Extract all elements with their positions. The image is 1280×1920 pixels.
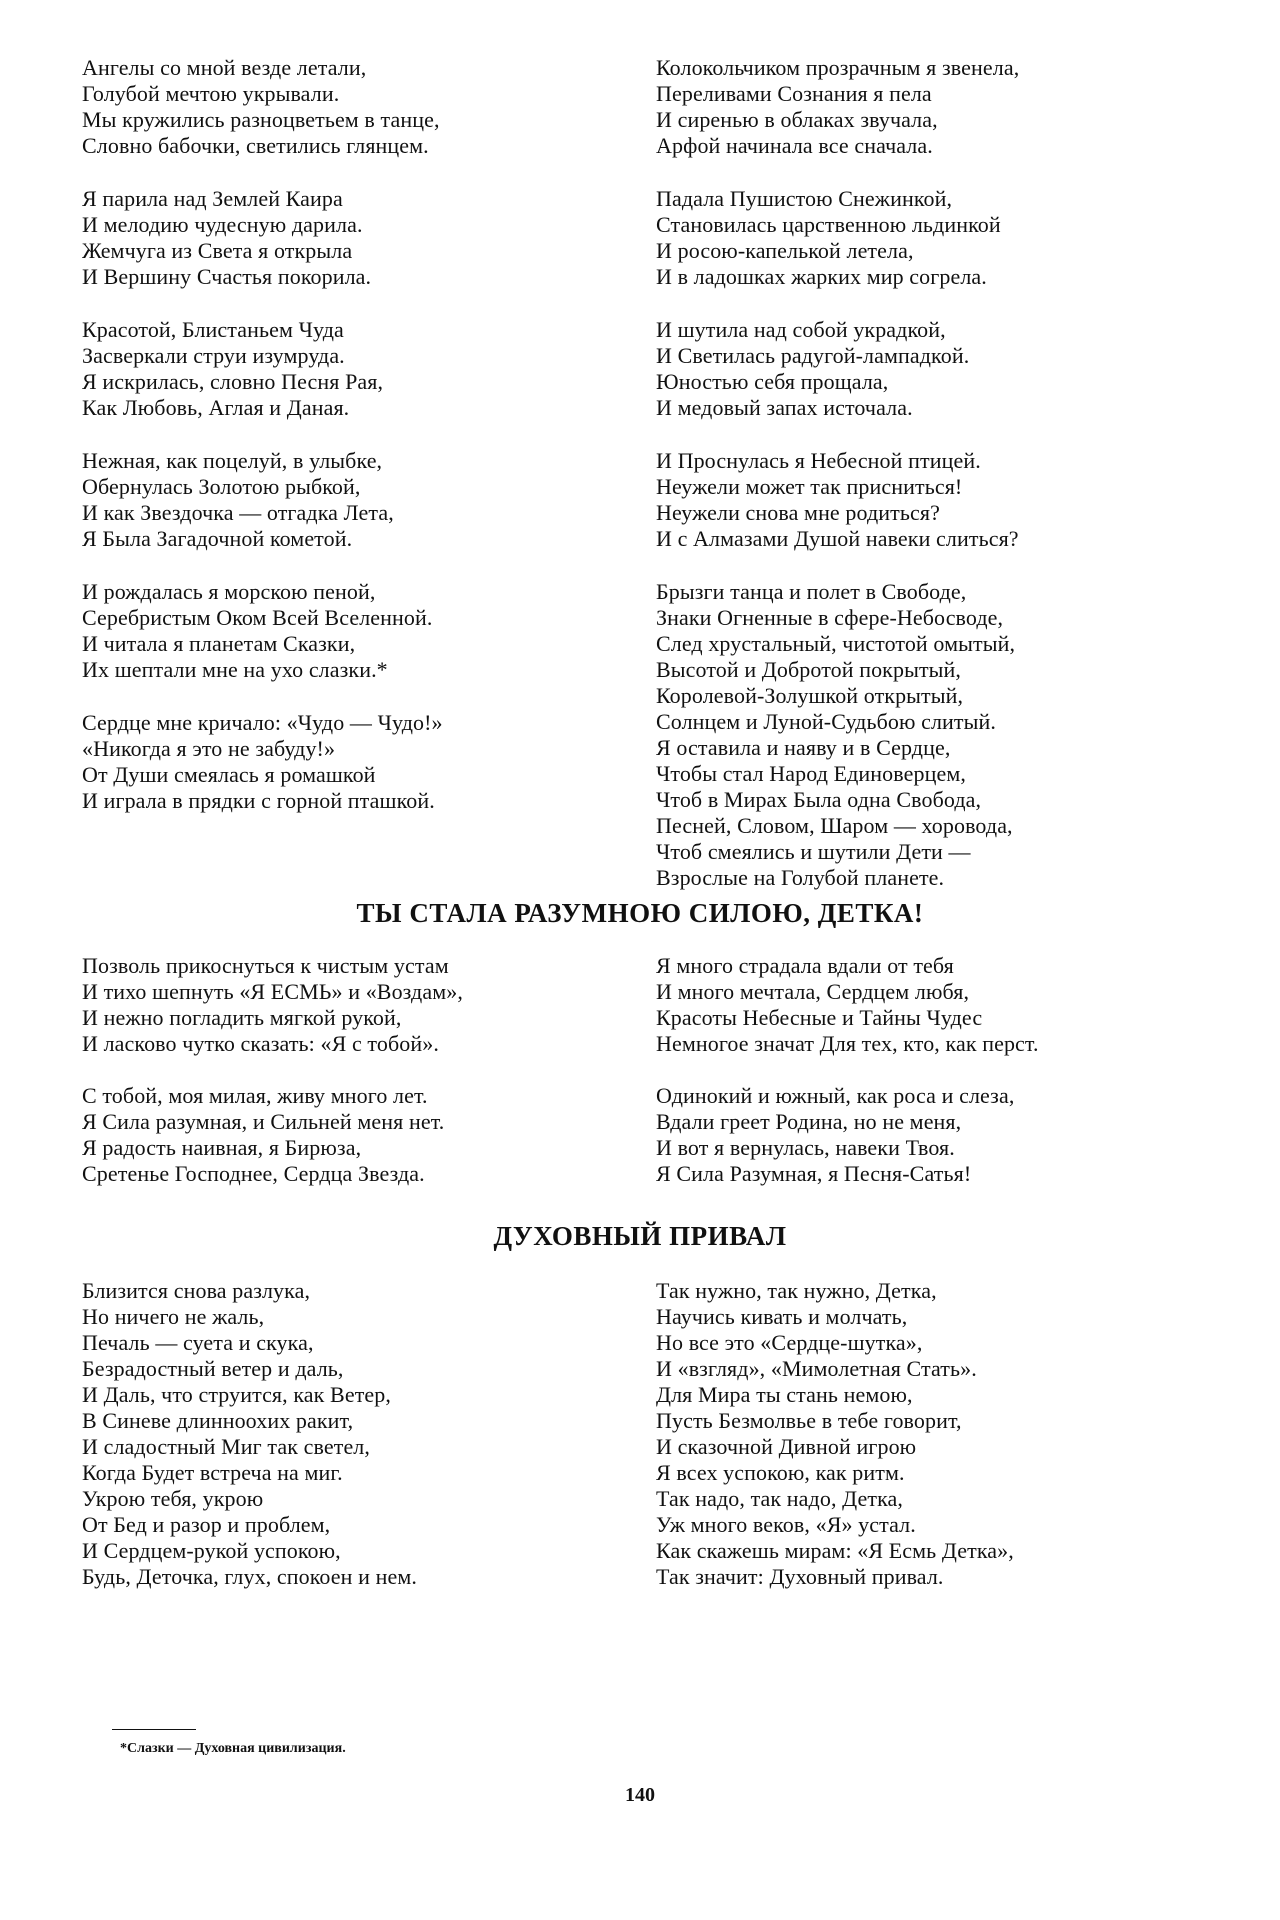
verse-line: Печаль — суета и скука, bbox=[82, 1330, 314, 1355]
verse-line: Научись кивать и молчать, bbox=[656, 1304, 908, 1329]
verse-line: Я радость наивная, я Бирюза, bbox=[82, 1135, 362, 1160]
verse-line: Будь, Деточка, глух, спокоен и нем. bbox=[82, 1564, 417, 1589]
verse-line: И как Звездочка — отгадка Лета, bbox=[82, 500, 394, 525]
stanza bbox=[656, 953, 1236, 1057]
verse-line: Я всех успокою, как ритм. bbox=[656, 1460, 905, 1485]
verse-line: Как скажешь мирам: «Я Есмь Детка», bbox=[656, 1538, 1014, 1563]
verse-line: Словно бабочки, светились глянцем. bbox=[82, 133, 429, 158]
footnote: *Слазки — Духовная цивилизация. bbox=[120, 1741, 346, 1756]
verse-line: Я Сила разумная, и Сильней меня нет. bbox=[82, 1109, 445, 1134]
verse-line: Сретенье Господнее, Сердца Звезда. bbox=[82, 1161, 425, 1186]
poem1-left-column bbox=[82, 55, 642, 814]
verse-line: Чтобы стал Народ Единоверцем, bbox=[656, 761, 966, 786]
stanza bbox=[656, 186, 1236, 290]
verse-line: И Даль, что струится, как Ветер, bbox=[82, 1382, 391, 1407]
verse-line: Но все это «Сердце-шутка», bbox=[656, 1330, 923, 1355]
stanza bbox=[82, 579, 642, 683]
verse-line: Высотой и Добротой покрытый, bbox=[656, 657, 962, 682]
verse-line: Я оставила и наяву и в Сердце, bbox=[656, 735, 951, 760]
verse-line: И мелодию чудесную дарила. bbox=[82, 212, 363, 237]
verse-line: И в ладошках жарких мир согрела. bbox=[656, 264, 987, 289]
verse-line: Арфой начинала все сначала. bbox=[656, 133, 933, 158]
verse-line: Красоты Небесные и Тайны Чудес bbox=[656, 1005, 983, 1030]
verse-line: Падала Пушистою Снежинкой, bbox=[656, 186, 953, 211]
stanza bbox=[82, 1278, 642, 1590]
verse-line: Неужели снова мне родиться? bbox=[656, 500, 940, 525]
verse-line: Брызги танца и полет в Свободе, bbox=[656, 579, 967, 604]
stanza bbox=[656, 579, 1236, 891]
verse-line: И играла в прядки с горной пташкой. bbox=[82, 788, 435, 813]
verse-line: Красотой, Блистаньем Чуда bbox=[82, 317, 344, 342]
verse-line: Вдали греет Родина, но не меня, bbox=[656, 1109, 962, 1134]
verse-line: И сладостный Миг так светел, bbox=[82, 1434, 370, 1459]
poem1-right-column bbox=[656, 55, 1236, 891]
verse-line: Засверкали струи изумруда. bbox=[82, 343, 345, 368]
stanza bbox=[82, 186, 642, 290]
verse-line: Сердце мне кричало: «Чудо — Чудо!» bbox=[82, 710, 443, 735]
stanza bbox=[656, 448, 1236, 552]
verse-line: От Бед и разор и проблем, bbox=[82, 1512, 331, 1537]
stanza bbox=[82, 448, 642, 552]
verse-line: И Проснулась я Небесной птицей. bbox=[656, 448, 981, 473]
verse-line: Близится снова разлука, bbox=[82, 1278, 311, 1303]
verse-line: Чтоб в Мирах Была одна Свобода, bbox=[656, 787, 982, 812]
verse-line: Взрослые на Голубой планете. bbox=[656, 865, 945, 890]
verse-line: Знаки Огненные в сфере-Небосводе, bbox=[656, 605, 1004, 630]
verse-line: Я парила над Землей Каира bbox=[82, 186, 343, 211]
poem3-right-column bbox=[656, 1278, 1236, 1590]
verse-line: Переливами Сознания я пела bbox=[656, 81, 932, 106]
verse-line: Как Любовь, Аглая и Даная. bbox=[82, 395, 350, 420]
verse-line: И Светилась радугой-лампадкой. bbox=[656, 343, 970, 368]
page-number: 140 bbox=[625, 1784, 655, 1806]
stanza bbox=[82, 55, 642, 159]
footnote-divider bbox=[112, 1729, 196, 1730]
verse-line: И рождалась я морскою пеной, bbox=[82, 579, 376, 604]
verse-line: И нежно погладить мягкой рукой, bbox=[82, 1005, 402, 1030]
verse-line: След хрустальный, чистотой омытый, bbox=[656, 631, 1016, 656]
verse-line: Колокольчиком прозрачным я звенела, bbox=[656, 55, 1020, 80]
verse-line: Становилась царственною льдинкой bbox=[656, 212, 1001, 237]
verse-line: Пусть Безмолвье в тебе говорит, bbox=[656, 1408, 962, 1433]
verse-line: Чтоб смеялись и шутили Дети — bbox=[656, 839, 971, 864]
verse-line: Обернулась Золотою рыбкой, bbox=[82, 474, 361, 499]
verse-line: Так надо, так надо, Детка, bbox=[656, 1486, 904, 1511]
stanza bbox=[82, 317, 642, 421]
verse-line: И медовый запах источала. bbox=[656, 395, 913, 420]
stanza bbox=[82, 953, 642, 1057]
verse-line: Немногое значат Для тех, кто, как перст. bbox=[656, 1031, 1039, 1056]
poem2-title: ТЫ СТАЛА РАЗУМНОЮ СИЛОЮ, ДЕТКА! bbox=[356, 898, 924, 928]
verse-line: И росою-капелькой летела, bbox=[656, 238, 914, 263]
stanza bbox=[656, 317, 1236, 421]
verse-line: Я много страдала вдали от тебя bbox=[656, 953, 954, 978]
verse-line: Королевой-Золушкой открытый, bbox=[656, 683, 964, 708]
verse-line: Серебристым Оком Всей Вселенной. bbox=[82, 605, 433, 630]
verse-line: Песней, Словом, Шаром — хоровода, bbox=[656, 813, 1013, 838]
verse-line: Я Сила Разумная, я Песня-Сатья! bbox=[656, 1161, 972, 1186]
poem3-left-column bbox=[82, 1278, 642, 1590]
verse-line: С тобой, моя милая, живу много лет. bbox=[82, 1083, 428, 1108]
stanza bbox=[656, 55, 1236, 159]
verse-line: От Души смеялась я ромашкой bbox=[82, 762, 376, 787]
verse-line: Нежная, как поцелуй, в улыбке, bbox=[82, 448, 383, 473]
verse-line: Одинокий и южный, как роса и слеза, bbox=[656, 1083, 1015, 1108]
verse-line: В Синеве длинноохих ракит, bbox=[82, 1408, 354, 1433]
verse-line: Позволь прикоснуться к чистым устам bbox=[82, 953, 449, 978]
verse-line: И Сердцем-рукой успокою, bbox=[82, 1538, 341, 1563]
verse-line: «Никогда я это не забуду!» bbox=[82, 736, 336, 761]
verse-line: И тихо шепнуть «Я ЕСМЬ» и «Воздам», bbox=[82, 979, 463, 1004]
verse-line: Голубой мечтою укрывали. bbox=[82, 81, 340, 106]
verse-line: Я Была Загадочной кометой. bbox=[82, 526, 353, 551]
verse-line: Их шептали мне на ухо слазки.* bbox=[82, 657, 388, 682]
verse-line: Так нужно, так нужно, Детка, bbox=[656, 1278, 937, 1303]
verse-line: И «взгляд», «Мимолетная Стать». bbox=[656, 1356, 977, 1381]
verse-line: Солнцем и Луной-Судьбою слитый. bbox=[656, 709, 996, 734]
verse-line: Юностью себя прощала, bbox=[656, 369, 889, 394]
verse-line: Когда Будет встреча на миг. bbox=[82, 1460, 343, 1485]
verse-line: Безрадостный ветер и даль, bbox=[82, 1356, 344, 1381]
poem3-title: ДУХОВНЫЙ ПРИВАЛ bbox=[493, 1221, 787, 1251]
verse-line: Укрою тебя, укрою bbox=[82, 1486, 264, 1511]
verse-line: И ласково чутко сказать: «Я с тобой». bbox=[82, 1031, 439, 1056]
stanza bbox=[82, 1083, 642, 1187]
verse-line: И читала я планетам Сказки, bbox=[82, 631, 356, 656]
verse-line: И с Алмазами Душой навеки слиться? bbox=[656, 526, 1019, 551]
verse-line: Мы кружились разноцветьем в танце, bbox=[82, 107, 440, 132]
verse-line: Для Мира ты стань немою, bbox=[656, 1382, 913, 1407]
verse-line: И сиренью в облаках звучала, bbox=[656, 107, 938, 132]
verse-line: И Вершину Счастья покорила. bbox=[82, 264, 372, 289]
poem2-right-column bbox=[656, 953, 1236, 1187]
verse-line: И шутила над собой украдкой, bbox=[656, 317, 946, 342]
verse-line: Я искрилась, словно Песня Рая, bbox=[82, 369, 384, 394]
poem2-left-column bbox=[82, 953, 642, 1187]
stanza bbox=[656, 1278, 1236, 1590]
verse-line: И вот я вернулась, навеки Твоя. bbox=[656, 1135, 955, 1160]
verse-line: Но ничего не жаль, bbox=[82, 1304, 265, 1329]
verse-line: Так значит: Духовный привал. bbox=[656, 1564, 944, 1589]
verse-line: Уж много веков, «Я» устал. bbox=[656, 1512, 916, 1537]
verse-line: И сказочной Дивной игрою bbox=[656, 1434, 917, 1459]
stanza bbox=[656, 1083, 1236, 1187]
verse-line: Жемчуга из Света я открыла bbox=[82, 238, 353, 263]
verse-line: Ангелы со мной везде летали, bbox=[82, 55, 367, 80]
verse-line: И много мечтала, Сердцем любя, bbox=[656, 979, 970, 1004]
verse-line: Неужели может так присниться! bbox=[656, 474, 963, 499]
stanza bbox=[82, 710, 642, 814]
